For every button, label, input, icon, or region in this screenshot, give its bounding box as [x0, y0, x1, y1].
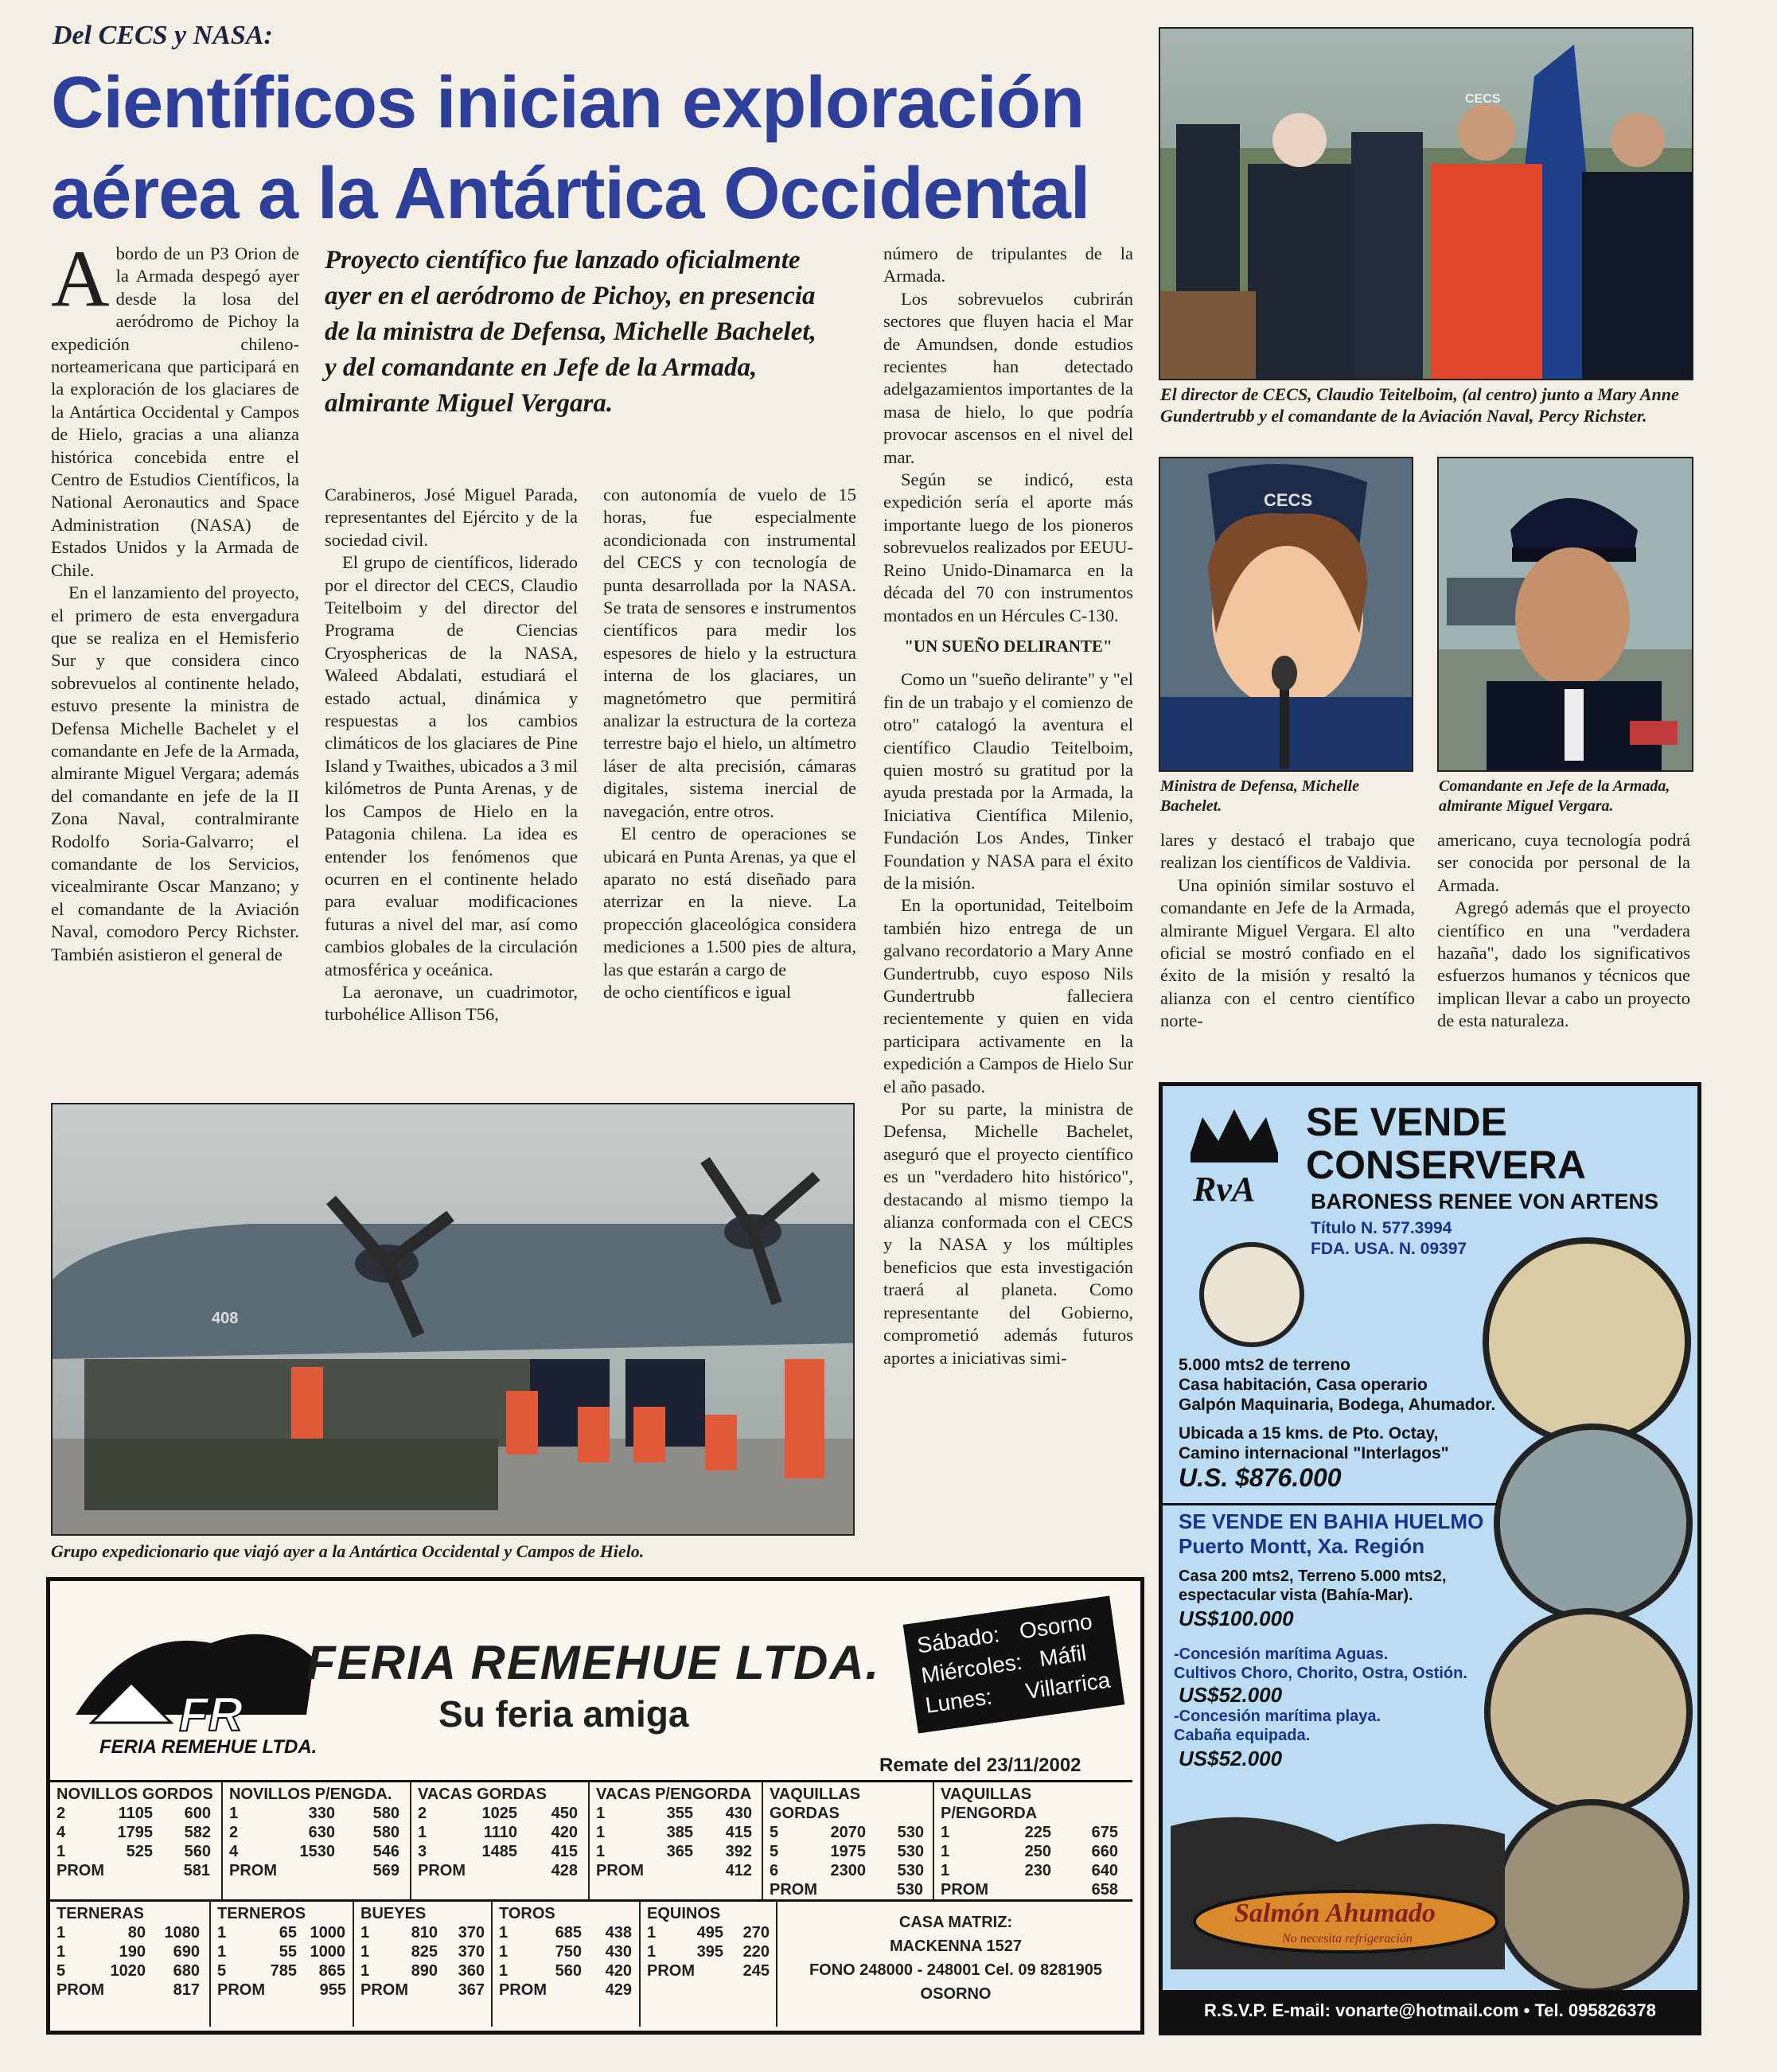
- col6-p1: americano, cuya tecnología podrá ser conocida por personal de la Armada.: [1437, 830, 1690, 895]
- venta-loc-2: Camino internacional "Interlagos": [1179, 1444, 1449, 1462]
- price-table-title: BUEYES: [360, 1905, 427, 1922]
- article-column-3: [603, 484, 856, 1003]
- price-table-toros: [491, 1901, 639, 2027]
- price-table-row: 1 395 220: [647, 1943, 770, 1961]
- venta-conc-2b: Cabaña equipada.: [1174, 1727, 1311, 1744]
- caption-commander: Comandante en Jefe de la Armada, almirante Miguel Vergara.: [1439, 777, 1670, 815]
- feria-logo-initials: FR: [179, 1688, 243, 1741]
- casa-address: MACKENNA 1527: [890, 1938, 1022, 1955]
- price-table-title: NOVILLOS GORDOS: [57, 1786, 213, 1803]
- price-table-row: 1 810 370: [360, 1924, 485, 1942]
- col1-p1: bordo de un P3 Orion de la Armada despegó ayer desde la losa del aeródromo de Pichoy la expedición chileno-norteamericana que participará en la exploración de los glaciares de la Antártica Occidental y Campos de Hielo, gracias a una alianza histórica concebida entre el Centro de Estudios Científicos, la National Aeronautics and Space Administration (NASA) de Estados Unidos y la Armada de Chile.: [51, 243, 299, 580]
- se-vende-ad: [1159, 1082, 1701, 2035]
- venta-spec-3: Galpón Maquinaria, Bodega, Ahumador.: [1179, 1396, 1496, 1414]
- price-table-novillos-gordos: [50, 1782, 221, 1899]
- photo-commander-image: [1439, 458, 1692, 770]
- venta-registry: [1311, 1218, 1467, 1260]
- photo-minister: [1159, 457, 1413, 772]
- price-table-vaquillas-p-engorda: [933, 1782, 1130, 1899]
- col5-p2: Una opinión similar sostuvo el comandante en Jefe de la Armada, almirante Miguel Vergara. El alto oficial se mostró confiado en el éxito de la misión y resaltó la alianza con el centro científico norte-: [1160, 874, 1415, 1031]
- article-column-2: [325, 484, 578, 1026]
- venta-casa-2: espectacular vista (Bahía-Mar).: [1179, 1587, 1413, 1604]
- salmon-subtitle: No necesita refrigeración: [1282, 1932, 1413, 1945]
- price-table-row: 1 560 420: [499, 1962, 632, 1980]
- col3-p1: con autonomía de vuelo de 15 horas, fue especialmente acondicionada con instrumental del CECS y con tecnología de punta desarrollada por la NASA. Se trata de sensores e instrumentos científicos para medir los espesores de hielo y la estructura interna de los glaciares, un magnetómetro que permitirá analizar la estructura de la corteza terrestre bajo el hielo, un altímetro láser de alta precisión, cámaras digitales, sistema inercial de navegación, entre otros.: [603, 485, 856, 821]
- price-table-title: VAQUILLAS P/ENGORDA: [941, 1786, 1038, 1822]
- price-table-title: EQUINOS: [647, 1905, 721, 1922]
- feria-casa-matriz: [776, 1901, 1134, 2027]
- price-table-row: 1 230 640: [941, 1862, 1118, 1879]
- price-table-vaquillas-gordas: [762, 1782, 933, 1899]
- feria-logo-name: FERIA REMEHUE LTDA.: [99, 1736, 318, 1758]
- price-table-row: 3 1485 415: [418, 1843, 578, 1860]
- price-table-row: 1 1110 420: [418, 1824, 578, 1841]
- price-table-row: 6 2300 530: [770, 1862, 924, 1879]
- col4-p4: Como un "sueño delirante" y "el fin de un trabajo y el comienzo de otro" catalogó la aventura el científico Claudio Teitelboim, quien mostró su gratitud por la ayuda prestada por la Armada, la Iniciativa Científica Milenio, Fundación Los Andes, Tinker Foundation y NASA para el éxito de la misión.: [883, 669, 1133, 893]
- photo-cap-text: CECS: [1465, 92, 1501, 106]
- col4-p3: Según se indicó, esta expedición sería el aporte más importante luego de los pioneros sobrevuelos realizados por EEUU-Reino Unido-Dinamarca en la década del 70 con instrumentos montados en un Hércules C-130.: [883, 469, 1133, 625]
- article-column-1: [51, 234, 299, 966]
- price-table-row: 5 1975 530: [770, 1843, 924, 1860]
- caption-minister: Ministra de Defensa, Michelle Bachelet.: [1160, 777, 1359, 815]
- price-table-title: TERNERAS: [57, 1905, 145, 1922]
- venta-loc-1: Ubicada a 15 kms. de Pto. Octay,: [1179, 1424, 1439, 1443]
- photo-ceremony-image: [1160, 29, 1692, 379]
- venta-sub-2: Puerto Montt, Xa. Región: [1179, 1534, 1425, 1558]
- price-table-row: 1 80 1080: [57, 1924, 200, 1942]
- caption-ceremony: El director de CECS, Claudio Teitelboim, (al centro) junto a Mary Anne Gundertrubb y el comandante de la Aviación Naval, Percy Richster.: [1160, 384, 1679, 426]
- venta-conc-1b: Cultivos Choro, Chorito, Ostra, Ostión.: [1174, 1665, 1467, 1682]
- venta-concession-2: [1174, 1707, 1381, 1745]
- price-table-prom: PROM 817: [57, 1981, 200, 1999]
- feria-days-box: [903, 1595, 1125, 1733]
- price-table-prom: PROM 530: [770, 1881, 923, 1899]
- price-table-title: TERNEROS: [217, 1905, 306, 1922]
- price-table-prom: PROM 581: [57, 1862, 210, 1879]
- venta-specs: [1179, 1355, 1495, 1415]
- plate-image-2: [1494, 1424, 1693, 1622]
- venta-spec-2: Casa habitación, Casa operario: [1179, 1376, 1428, 1394]
- price-table-row: 1 355 430: [596, 1805, 752, 1822]
- seal-icon: [1199, 1242, 1304, 1347]
- price-table-row: 1 365 392: [596, 1843, 752, 1860]
- price-table-terneras: [50, 1901, 209, 2027]
- plane-number: 408: [212, 1310, 239, 1327]
- photo-ceremony: [1159, 27, 1693, 380]
- col3-p3: de ocho científicos e igual: [603, 981, 792, 1002]
- minister-cap-text: CECS: [1264, 490, 1313, 510]
- article-column-5: [1160, 829, 1415, 1033]
- col4-p2: Los sobrevuelos cubrirán sectores que fluyen hacia el Mar de Amundsen, donde estudios recientes han detectado adelgazamientos importantes de la masa de hielo, lo que podría provocar ascensos en el nivel del mar.: [883, 288, 1133, 467]
- venta-conc-1a: -Concesión marítima Aguas.: [1174, 1646, 1389, 1663]
- venta-location: [1179, 1424, 1449, 1463]
- col4-p5: En la oportunidad, Teitelboim también hizo entrega de un galvano recordatorio a Mary Anne Gundertrubb, cuyo esposo Nils Gundertrubb falleciera recientemente y quien en vida participara activamente en la expedición a Campos de Hielo Sur el año pasado.: [883, 895, 1133, 1096]
- venta-footer: R.S.V.P. E-mail: vonarte@hotmail.com • Tel. 095826378: [1163, 1990, 1697, 2031]
- venta-price-1: U.S. $876.000: [1179, 1463, 1342, 1492]
- venta-title: [1306, 1100, 1586, 1186]
- feria-slogan: Su feria amiga: [438, 1693, 689, 1735]
- price-table-row: 1 825 370: [360, 1943, 485, 1961]
- caption-group: Grupo expedicionario que viajó ayer a la Antártica Occidental y Campos de Hielo.: [51, 1541, 645, 1561]
- price-table-row: 1 685 438: [499, 1924, 632, 1942]
- price-table-row: 1 65 1000: [217, 1924, 345, 1942]
- price-table-prom: PROM 955: [217, 1981, 346, 1999]
- headline: [51, 57, 1133, 239]
- venta-owner: BARONESS RENEE VON ARTENS: [1311, 1190, 1659, 1213]
- venta-house: [1179, 1567, 1446, 1605]
- casa-phone: FONO 248000 - 248001 Cel. 09 8281905 OSORNO: [809, 1961, 1103, 2003]
- price-table-prom: PROM 428: [418, 1862, 578, 1879]
- price-table-prom: PROM 658: [941, 1881, 1118, 1899]
- photo-commander: [1437, 457, 1693, 772]
- feria-title: FERIA REMEHUE LTDA.: [306, 1636, 881, 1689]
- price-table-row: 1 750 430: [499, 1943, 632, 1961]
- venta-price-4: US$52.000: [1179, 1747, 1283, 1770]
- venta-sub-1: SE VENDE EN BAHIA HUELMO: [1179, 1509, 1484, 1533]
- venta-conc-2a: -Concesión marítima playa.: [1174, 1708, 1381, 1725]
- venta-price-3: US$52.000: [1179, 1683, 1283, 1707]
- col4-p6: Por su parte, la ministra de Defensa, Michelle Bachelet, aseguró que el proyecto científico es un "verdadero hito histórico", destacando al mismo tiempo la alianza conformada con el CECS y la NASA y los múltiples beneficios que esta investigación traerá al planeta. Como representante del Gobierno, comprometió además futuros aportes a iniciativas simi-: [883, 1099, 1133, 1368]
- feria-day-3: Lunes: Villarrica: [923, 1667, 1112, 1718]
- col1-p2: En el lanzamiento del proyecto, el primero de esta envergadura que se realiza en el Hemisferio Sur y que considera cinco sobrevuelos al continente helado, estuvo presente la ministra de Defensa Michelle Bachelet y el comandante en Jefe de la Armada, almirante Miguel Vergara; además del comandante en jefe de la II Zona Naval, contralmirante Rodolfo Soria-Galvarro; el comandante de los Servicios, vicealmirante Oscar Manzano; y el comandante de la Aviación Naval, comodoro Percy Richster. También asistieron el general de: [51, 582, 299, 964]
- lede: Proyecto científico fue lanzado oficialmente ayer en el aeródromo de Pichoy, en presencia de la ministra de Defensa, Michelle Bachelet, y del comandante en Jefe de la Armada, almirante Miguel Vergara.: [325, 246, 816, 418]
- feria-day-2: Miércoles: Máfil: [919, 1640, 1089, 1688]
- col2-p3: La aeronave, un cuadrimotor, turbohélice Allison T56,: [325, 981, 578, 1025]
- price-table-row: 5 2070 530: [770, 1824, 924, 1841]
- col4-p1: número de tripulantes de la Armada.: [883, 243, 1133, 286]
- price-table-row: 5 1020 680: [57, 1962, 200, 1980]
- price-table-prom: PROM 245: [647, 1962, 770, 1980]
- crest-letters: RvA: [1193, 1170, 1256, 1209]
- price-table-vacas-gordas: [410, 1782, 588, 1899]
- price-table-row: 1 525 560: [57, 1843, 211, 1860]
- col6-p2: Agregó además que el proyecto científico en una "verdadera hazaña", dado los significativos esfuerzos humanos y técnicos que implican llevar a cabo un proyecto de esta naturaleza.: [1437, 898, 1690, 1031]
- venta-spec-1: 5.000 mts2 de terreno: [1179, 1356, 1350, 1374]
- article-column-6: [1437, 829, 1690, 1033]
- headline-line-1: Científicos inician exploración: [51, 62, 1085, 143]
- kicker: Del CECS y NASA:: [53, 21, 273, 50]
- crown-crest-icon: [1179, 1097, 1290, 1209]
- article-column-4: [883, 243, 1133, 1369]
- price-table-row: 4 1795 582: [57, 1824, 211, 1841]
- feria-remehue-ad: [46, 1577, 1144, 2035]
- drop-cap: A: [51, 234, 110, 324]
- price-table-vacas-p-engorda: [588, 1782, 762, 1899]
- price-table-row: 1 890 360: [360, 1962, 485, 1980]
- venta-casa-1: Casa 200 mts2, Terreno 5.000 mts2,: [1179, 1568, 1447, 1585]
- price-table-row: 2 630 580: [229, 1824, 399, 1841]
- plate-image-3: [1484, 1608, 1693, 1817]
- venta-title-2: CONSERVERA: [1306, 1143, 1586, 1187]
- feria-day-1: Sábado: Osorno: [915, 1608, 1094, 1658]
- feria-logo: [68, 1595, 330, 1758]
- col2-p2: El grupo de científicos, liderado por el director del CECS, Claudio Teitelboim y del director del Programa de Ciencias Cryosphericas de la NASA, Waleed Abdalati, estudiará el estado actual, dinámica y respuestas a los cambios climáticos de los glaciares de Pine Island y Twaithes, ubicados a 3 mil kilómetros de Punta Arenas, y de los Campos de Hielo en la Patagonia chilena. La idea es entender los fenómenos que ocurren en el continente helado para evaluar modificaciones futuras a nivel del mar, así como cambios globales de la circulación atmosférica y oceánica.: [325, 552, 578, 980]
- venta-fda: FDA. USA. N. 09397: [1311, 1240, 1467, 1258]
- price-table-row: 1 385 415: [596, 1824, 752, 1841]
- price-table-row: 1 225 675: [941, 1824, 1118, 1841]
- feria-remate-date: Remate del 23/11/2002: [879, 1755, 1081, 1776]
- price-table-title: VAQUILLAS GORDAS: [770, 1786, 861, 1822]
- salmon-label: [1163, 1794, 1513, 1985]
- price-table-row: 1 250 660: [941, 1843, 1118, 1860]
- col5-p1: lares y destacó el trabajo que realizan los científicos de Valdivia.: [1160, 830, 1415, 873]
- price-table-prom: PROM 429: [499, 1981, 632, 1999]
- price-table-row: 1 190 690: [57, 1943, 200, 1961]
- price-table-equinos: [639, 1901, 776, 2027]
- price-table-prom: PROM 367: [360, 1981, 485, 1999]
- price-table-row: 1 495 270: [647, 1924, 770, 1942]
- price-table-row: 1 55 1000: [217, 1943, 345, 1961]
- price-table-title: NOVILLOS P/ENGDA.: [229, 1786, 392, 1803]
- price-table-bueyes: [353, 1901, 491, 2027]
- venta-concession-1: [1174, 1645, 1467, 1683]
- subhead: "UN SUEÑO DELIRANTE": [904, 636, 1113, 656]
- price-table-row: 5 785 865: [217, 1962, 345, 1980]
- headline-line-2: aérea a la Antártica Occidental: [51, 153, 1090, 234]
- venta-titulo: Título N. 577.3994: [1311, 1219, 1452, 1237]
- venta-price-2: US$100.000: [1179, 1607, 1294, 1630]
- price-table-title: VACAS P/ENGORDA: [596, 1786, 752, 1803]
- col3-p2: El centro de operaciones se ubicará en Punta Arenas, ya que el aparato no está diseñado para aterrizar en la nieve. La propección glaceológica considera mediciones a 1.500 pies de altura, las que estarán a cargo de: [603, 824, 856, 980]
- salmon-title: Salmón Ahumado: [1234, 1899, 1436, 1928]
- plate-image-4: [1494, 1799, 1689, 1995]
- price-table-prom: PROM 569: [229, 1862, 399, 1879]
- price-table-prom: PROM 412: [596, 1862, 752, 1879]
- price-table-title: TOROS: [499, 1905, 555, 1922]
- plate-image-1: [1483, 1237, 1691, 1446]
- price-table-novillos-p-engda-: [221, 1782, 410, 1899]
- price-table-terneros: [209, 1901, 353, 2027]
- price-table-row: 1 330 580: [229, 1805, 399, 1822]
- feria-price-row-1: [50, 1782, 1132, 1899]
- price-table-row: 4 1530 546: [229, 1843, 399, 1860]
- price-table-row: 2 1105 600: [57, 1805, 211, 1822]
- photo-minister-image: [1160, 458, 1412, 770]
- price-table-row: 2 1025 450: [418, 1805, 578, 1822]
- price-table-title: VACAS GORDAS: [418, 1786, 547, 1803]
- col2-p1: Carabineros, José Miguel Parada, representantes del Ejército y de la sociedad civil.: [325, 485, 578, 550]
- venta-subtitle: [1179, 1509, 1483, 1559]
- photo-group: [51, 1103, 855, 1536]
- photo-group-image: [53, 1104, 853, 1534]
- venta-title-1: SE VENDE: [1306, 1100, 1507, 1144]
- casa-label: CASA MATRIZ:: [898, 1914, 1013, 1931]
